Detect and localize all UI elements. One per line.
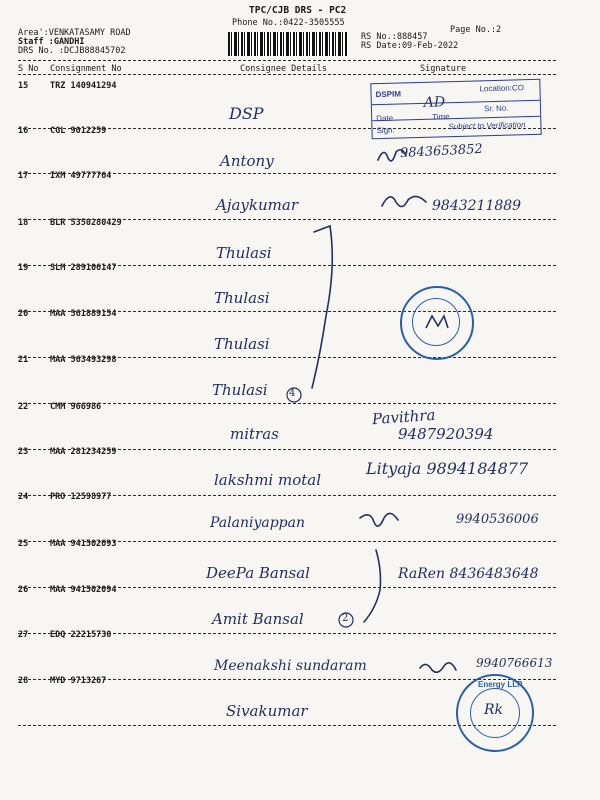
row-consignment: CGL 9012259	[50, 126, 107, 136]
consignee-name: DSP	[229, 104, 264, 123]
row-sno: 19	[18, 263, 29, 273]
stamp-title: DSPIM	[375, 89, 402, 100]
seal-text: Energy LLP	[478, 680, 523, 689]
column-consignee-details: Consignee Details	[240, 64, 327, 74]
row-consignment: PRO 12598977	[50, 492, 112, 502]
row-consignment: CMM 966986	[50, 402, 102, 412]
consignee-name: Thulasi	[214, 335, 270, 353]
row-sno: 21	[18, 355, 29, 365]
signature-entry: Pavithra	[371, 405, 436, 429]
column-signature: Signature	[420, 64, 467, 74]
count-marker: 2	[342, 613, 349, 624]
stamp-handwritten-mark: AD	[423, 94, 446, 111]
signature-entry: 9940766613	[476, 656, 553, 670]
row-sno: 27	[18, 630, 29, 640]
row-sno: 28	[18, 676, 29, 686]
seal-handwritten-mark: Rk	[484, 702, 504, 718]
signature-entry: Lityaja 9894184877	[366, 459, 529, 478]
row-consignment: SLM 289106147	[50, 263, 117, 273]
consignee-name: Meenakshi sundaram	[214, 658, 367, 674]
rs-number: RS No.:888457	[361, 32, 428, 42]
company-round-seal	[400, 286, 474, 360]
signature-scribble	[360, 513, 398, 526]
stamp-srno-label: Sr. No.	[483, 103, 509, 114]
signature-scribble	[420, 663, 456, 672]
consignee-name: Ajaykumar	[216, 196, 298, 214]
grouping-bracket	[364, 550, 381, 622]
stamp-location: Location:CO	[479, 83, 525, 94]
drs-number: DRS No. :DCJB88845702	[18, 46, 126, 56]
stamp-sign-label: Sign:	[376, 125, 395, 136]
rs-date: RS Date:09-Feb-2022	[361, 41, 459, 51]
row-consignment: TRZ 140941294	[50, 81, 117, 91]
signature-entry: RaRen 8436483648	[398, 566, 539, 582]
consignee-name: Antony	[220, 152, 274, 170]
count-marker: 4	[289, 388, 296, 399]
consignee-name: Amit Bansal	[212, 610, 304, 628]
row-consignment: MAA 561889154	[50, 309, 117, 319]
area-field: Area':VENKATASAMY ROAD	[18, 28, 131, 38]
row-consignment: MAA 563493298	[50, 355, 117, 365]
consignee-name: mitras	[230, 425, 279, 443]
signature-entry: 9940536006	[456, 512, 539, 527]
stamp-time-label: Time	[432, 112, 450, 122]
row-sno: 18	[18, 218, 29, 228]
row-consignment: MYD 9713267	[50, 676, 107, 686]
row-sno: 22	[18, 402, 29, 412]
consignee-name: Thulasi	[214, 289, 270, 307]
row-sno: 25	[18, 539, 29, 549]
grouping-bracket	[312, 226, 332, 388]
row-consignment: MAA 941502093	[50, 539, 117, 549]
row-consignment: MAA 941502094	[50, 585, 117, 595]
row-sno: 23	[18, 447, 29, 457]
consignee-name: lakshmi motal	[214, 471, 321, 489]
consignee-name: DeePa Bansal	[206, 564, 310, 582]
staff-field: Staff :GANDHI	[18, 37, 85, 47]
consignee-name: Thulasi	[212, 381, 268, 399]
consignee-name: Sivakumar	[226, 702, 308, 720]
consignee-name: Thulasi	[216, 244, 272, 262]
document-title: TPC/CJB DRS - PC2	[249, 5, 347, 16]
dspim-stamp	[370, 79, 541, 139]
signature-entry: 9843653852	[399, 141, 484, 162]
seal-mark	[402, 288, 472, 358]
row-sno: 16	[18, 126, 29, 136]
signature-scribble	[378, 150, 406, 161]
row-consignment: IXM 49777764	[50, 171, 112, 181]
row-sno: 24	[18, 492, 29, 502]
column-sno: S No	[18, 64, 39, 74]
energy-llp-seal	[456, 674, 534, 752]
row-consignment: MAA 281234259	[50, 447, 117, 457]
consignee-name: Palaniyappan	[210, 515, 305, 531]
row-consignment: EDQ 22215730	[50, 630, 112, 640]
signature-scribble	[382, 196, 426, 206]
row-sno: 20	[18, 309, 29, 319]
row-sno: 15	[18, 81, 29, 91]
row-consignment: BLR 5350280429	[50, 218, 122, 228]
row-sno: 17	[18, 171, 29, 181]
signature-entry: 9843211889	[432, 198, 522, 214]
row-sno: 26	[18, 585, 29, 595]
stamp-date-label: Date	[376, 113, 394, 124]
page-number: Page No.:2	[450, 25, 502, 35]
signature-entry: 9487920394	[398, 425, 494, 443]
phone-number: Phone No.:0422-3505555	[232, 18, 345, 28]
stamp-subject: Subject to Verification	[448, 120, 526, 132]
column-consignment: Consignment No	[50, 64, 122, 74]
